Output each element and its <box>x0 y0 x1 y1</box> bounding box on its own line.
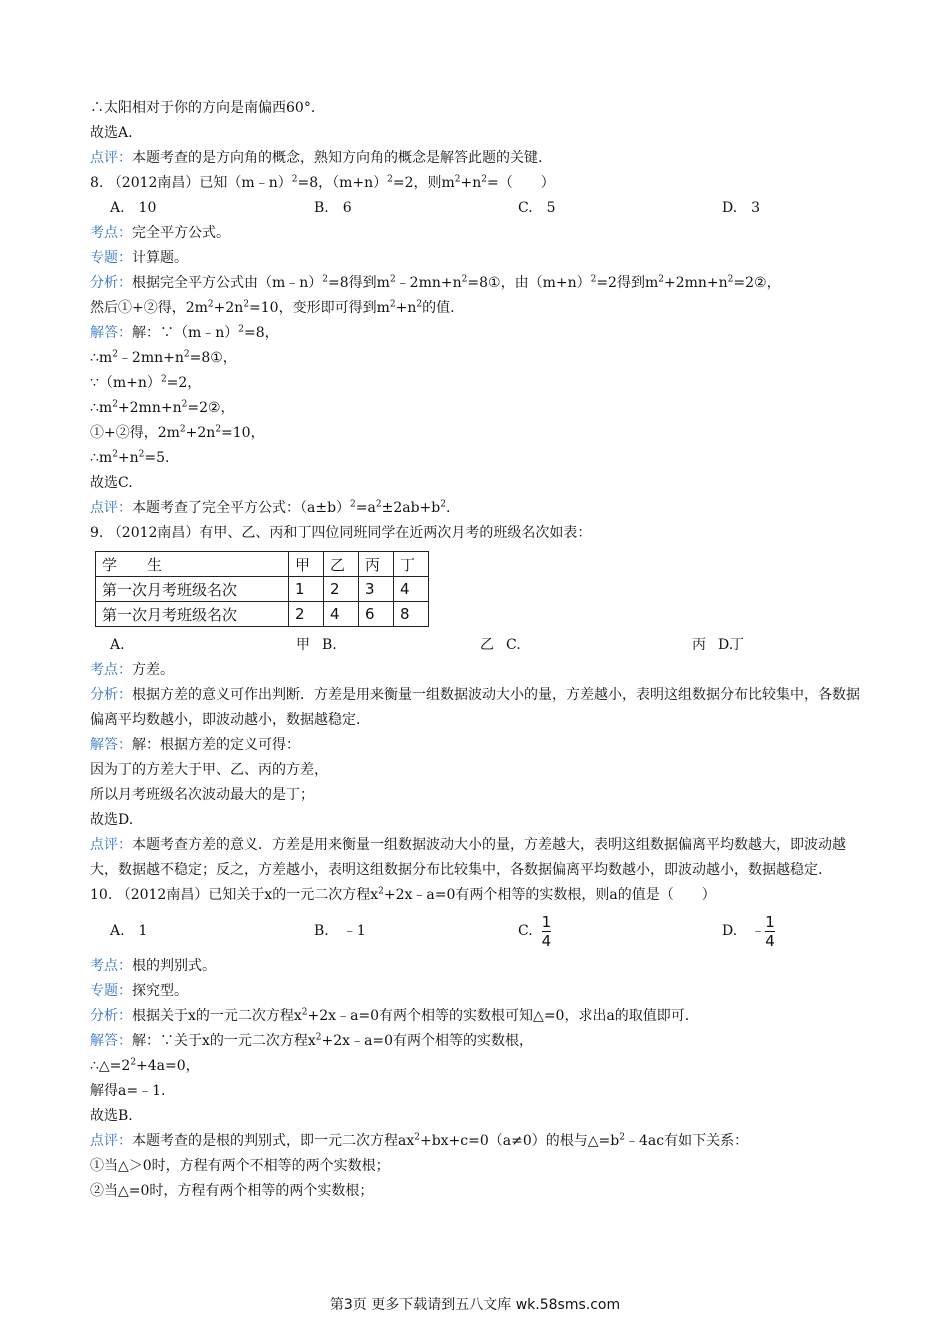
q9-option-c-value: 丙 <box>692 637 706 653</box>
table-cell: 2 <box>324 577 359 602</box>
q8-fenxi-1: 分析：根据完全平方公式由（m﹣n）$^2$=8得到$m^2﹣2mn+n^2=8①$，由$(m+n)^2=2$得到$m^2+2mn+n^2=2②$， <box>90 274 781 291</box>
fraction-one-quarter: $\frac{1}{4}$ <box>765 912 775 950</box>
q9-option-d: D. <box>718 637 734 653</box>
table-header-row <box>96 552 429 577</box>
q8-jieda: 解答：解：∵（m﹣n）$^2$=8， <box>90 324 279 341</box>
q8-sol-2: $\therefore m^2﹣2mn+n^2=8①$， <box>90 349 237 366</box>
q8-sol-3: $\because(m+n)^2=2$， <box>90 374 202 391</box>
q8-stem: 8. （2012南昌）已知（m﹣n）$^2$=8，$(m+n)^2=2$，则$m^2+n^2=$（ ） <box>90 174 555 191</box>
q8-sol-4: $\therefore m^2+2mn+n^2=2②$， <box>90 399 235 416</box>
q8-comment: 点评：本题考查了完全平方公式：$(a\pm b)^2=a^2\pm 2ab+b^2$. <box>90 499 451 516</box>
q9-jieda: 解答：解：根据方差的定义可得： <box>90 737 300 753</box>
q10-stem: 10. （2012南昌）已知关于x的一元二次方程$x^2+2x﹣a=0$有两个相等的实数根，则a的值是（ ） <box>90 886 716 903</box>
q8-option-c: C. 5 <box>518 200 556 216</box>
table-cell: 第一次月考班级名次 <box>96 602 289 627</box>
table-cell: 6 <box>359 602 394 627</box>
q10-option-d: D. $﹣\frac{1}{4}$ <box>722 912 775 950</box>
q9-option-b: B. <box>322 637 337 653</box>
q8-fenxi-2: 然后①+②得，$2m^2+2n^2=10$，变形即可得到$m^2+n^2$的值. <box>90 299 455 316</box>
q9-fenxi: 分析：根据方差的意义可作出判断．方差是用来衡量一组数据波动大小的量，方差越小，表明这组数据分布比较集中，各数据偏离平均数越小，即波动越小，数据越稳定. <box>90 687 860 728</box>
q7-comment: 点评：本题考查的是方向角的概念，熟知方向角的概念是解答此题的关键. <box>90 150 543 166</box>
q10-option-a: A. 1 <box>110 923 148 939</box>
q8-sol-5: ①+②得，$2m^2+2n^2=10$， <box>90 424 265 441</box>
q10-comment: 点评：本题考查的是根的判别式，即一元二次方程$ax^2+bx+c=0(a\ne 0)$的根与$\triangle=b^2﹣4ac$有如下关系： <box>90 1132 749 1149</box>
q8-sol-6: $\therefore m^2+n^2=5$. <box>90 449 170 466</box>
q7-answer: 故选A. <box>90 125 133 141</box>
q9-options <box>90 633 860 658</box>
q10-kaodian: 考点：根的判别式。 <box>90 958 216 974</box>
q10-fenxi: 分析：根据关于x的一元二次方程$x^2+2x﹣a=0$有两个相等的实数根可知△=0，求出a的取值即可. <box>90 1007 690 1024</box>
table-cell: 4 <box>324 602 359 627</box>
table-header-cell: 丙 <box>359 552 394 577</box>
table-row <box>96 577 429 602</box>
q8-kaodian: 考点：完全平方公式。 <box>90 225 230 241</box>
table-cell: 3 <box>359 577 394 602</box>
comment-label: 点评： <box>90 150 132 166</box>
table-header-cell: 乙 <box>324 552 359 577</box>
table-row <box>96 602 429 627</box>
q9-comment: 点评：本题考查方差的意义．方差是用来衡量一组数据波动大小的量，方差越大，表明这组数据偏离平均数越大，即波动越大，数据越不稳定；反之，方差越小，表明这组数据分布比较集中，各数据偏离平均数越小，即波动越小，数据越稳定. <box>90 837 846 878</box>
table-header-cell: 学 生 <box>96 552 289 577</box>
q8-option-a: A. 10 <box>110 200 157 216</box>
q9-option-a-value: 甲 <box>296 637 310 653</box>
q9-rank-table <box>95 551 429 627</box>
q9-stem: 9. （2012南昌）有甲、乙、丙和丁四位同班同学在近两次月考的班级名次如表： <box>90 525 592 541</box>
table-header-cell: 甲 <box>289 552 324 577</box>
q10-answer: 故选B. <box>90 1108 133 1124</box>
q10-option-c: C. $\frac{1}{4}$ <box>518 912 552 950</box>
q10-option-b: B. ﹣1 <box>314 923 366 939</box>
q8-zhuanti: 专题：计算题。 <box>90 250 188 266</box>
table-header-cell: 丁 <box>394 552 429 577</box>
q10-jieda: 解答：解：∵关于x的一元二次方程$x^2+2x﹣a=0$有两个相等的实数根， <box>90 1032 534 1049</box>
q10-sol-3: 解得a=﹣1. <box>90 1083 166 1099</box>
q10-rule-1: ①当△＞0时，方程有两个不相等的两个实数根； <box>90 1158 390 1174</box>
q7-conclusion: ∴太阳相对于你的方向是南偏西60°. <box>90 100 316 116</box>
table-cell: 第一次月考班级名次 <box>96 577 289 602</box>
q9-option-d-value: 丁 <box>730 637 744 653</box>
q9-sol-2: 因为丁的方差大于甲、乙、丙的方差， <box>90 762 328 778</box>
table-cell: 2 <box>289 602 324 627</box>
q9-kaodian: 考点：方差。 <box>90 662 174 678</box>
page-footer: 第3页 更多下载请到五八文库 wk.58sms.com <box>329 1297 621 1313</box>
fraction-one-quarter: $\frac{1}{4}$ <box>541 912 552 950</box>
q8-answer: 故选C. <box>90 475 133 491</box>
q9-answer: 故选D. <box>90 812 134 828</box>
table-cell: 4 <box>394 577 429 602</box>
q10-options <box>90 908 860 954</box>
q9-option-c: C. <box>506 637 521 653</box>
q8-option-d: D. 3 <box>722 200 761 216</box>
q10-sol-2: $\therefore\triangle=2^2+4a=0$， <box>90 1057 200 1074</box>
q9-option-b-value: 乙 <box>480 637 494 653</box>
q8-options <box>90 196 860 221</box>
table-cell: 8 <box>394 602 429 627</box>
q8-option-b: B. 6 <box>314 200 352 216</box>
table-cell: 1 <box>289 577 324 602</box>
document-body <box>90 96 860 1204</box>
q9-sol-3: 所以月考班级名次波动最大的是丁； <box>90 787 314 803</box>
q10-zhuanti: 专题：探究型。 <box>90 983 188 999</box>
q9-option-a: A. <box>110 637 125 653</box>
q10-rule-2: ②当△=0时，方程有两个相等的两个实数根； <box>90 1183 374 1199</box>
